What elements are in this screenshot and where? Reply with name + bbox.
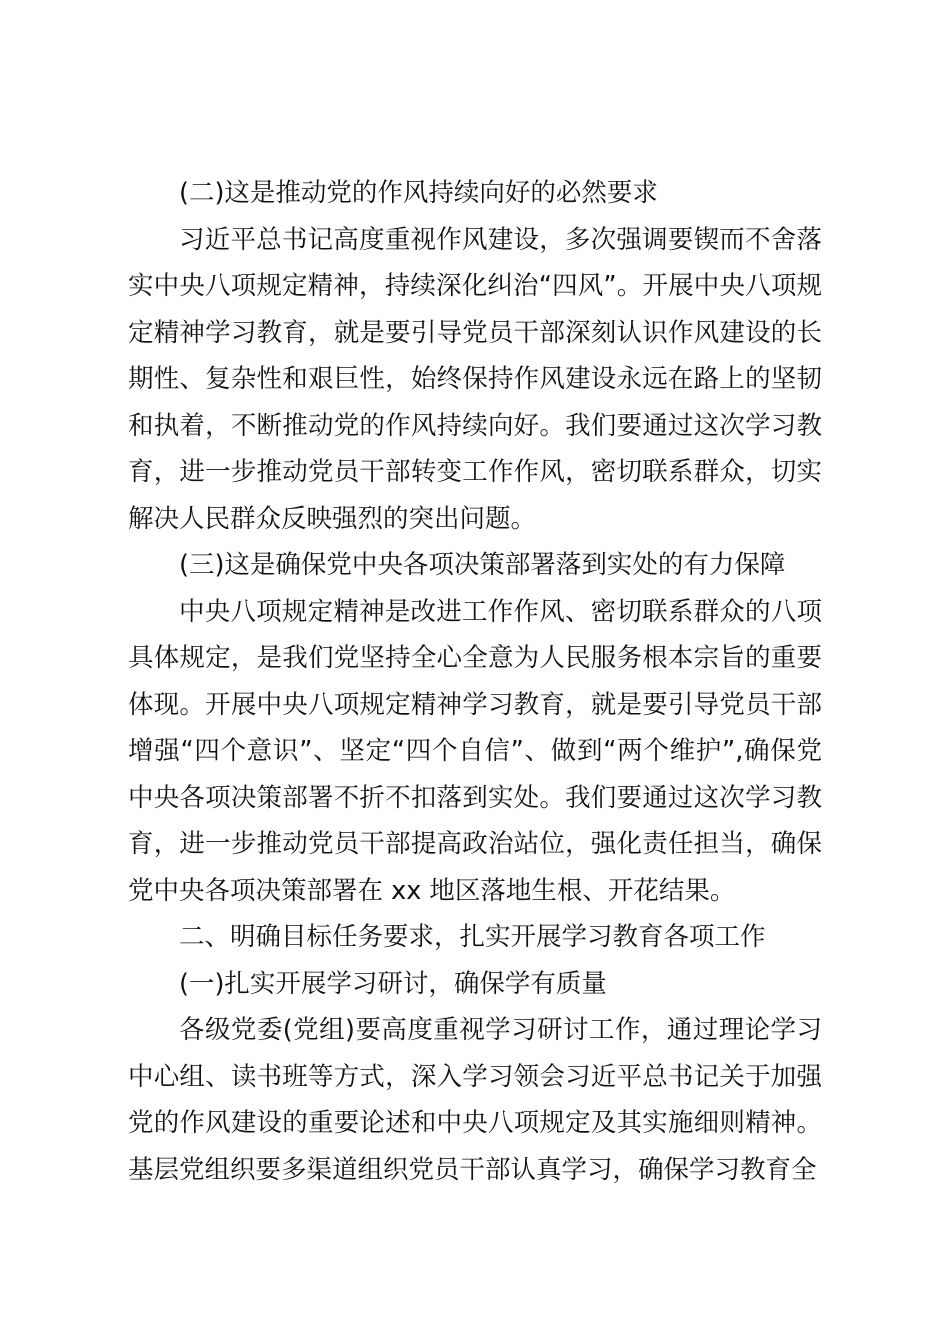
body-paragraph: 中央八项规定精神是改进工作作风、密切联系群众的八项具体规定，是我们党坚持全心全意为人民服务根本宗旨的重要体现。开展中央八项规定精神学习教育，就是要引导党员干部增强“四个意识”、坚定“四个自信”、做到“两个维护”,确保党中央各项决策部署不折不扣落到实处。我们要通过这次学习教育，进一步推动党员干部提高政治站位，强化责任担当，确保党中央各项决策部署在 xx 地区落地生根、开花结果。 <box>128 596 822 906</box>
document-body <box>128 170 822 1193</box>
body-paragraph: 各级党委(党组)要高度重视学习研讨工作，通过理论学习中心组、读书班等方式，深入学习领会习近平总书记关于加强党的作风建设的重要论述和中央八项规定及其实施细则精神。基层党组织要多渠道组织党员干部认真学习，确保学习教育全 <box>128 1015 822 1185</box>
section-heading-3: (三)这是确保党中央各项决策部署落到实处的有力保障 <box>179 550 786 580</box>
chapter-heading: 二、明确目标任务要求，扎实开展学习教育各项工作 <box>179 922 766 952</box>
section-heading-2: (二)这是推动党的作风持续向好的必然要求 <box>179 178 658 208</box>
section-heading-1: (一)扎实开展学习研讨，确保学有质量 <box>179 968 607 999</box>
body-paragraph: 习近平总书记高度重视作风建设，多次强调要锲而不舍落实中央八项规定精神，持续深化纠治“四风”。开展中央八项规定精神学习教育，就是要引导党员干部深刻认识作风建设的长期性、复杂性和艰巨性，始终保持作风建设永远在路上的坚韧和执着，不断推动党的作风持续向好。我们要通过这次学习教育，进一步推动党员干部转变工作作风，密切联系群众，切实解决人民群众反映强烈的突出问题。 <box>128 224 822 534</box>
